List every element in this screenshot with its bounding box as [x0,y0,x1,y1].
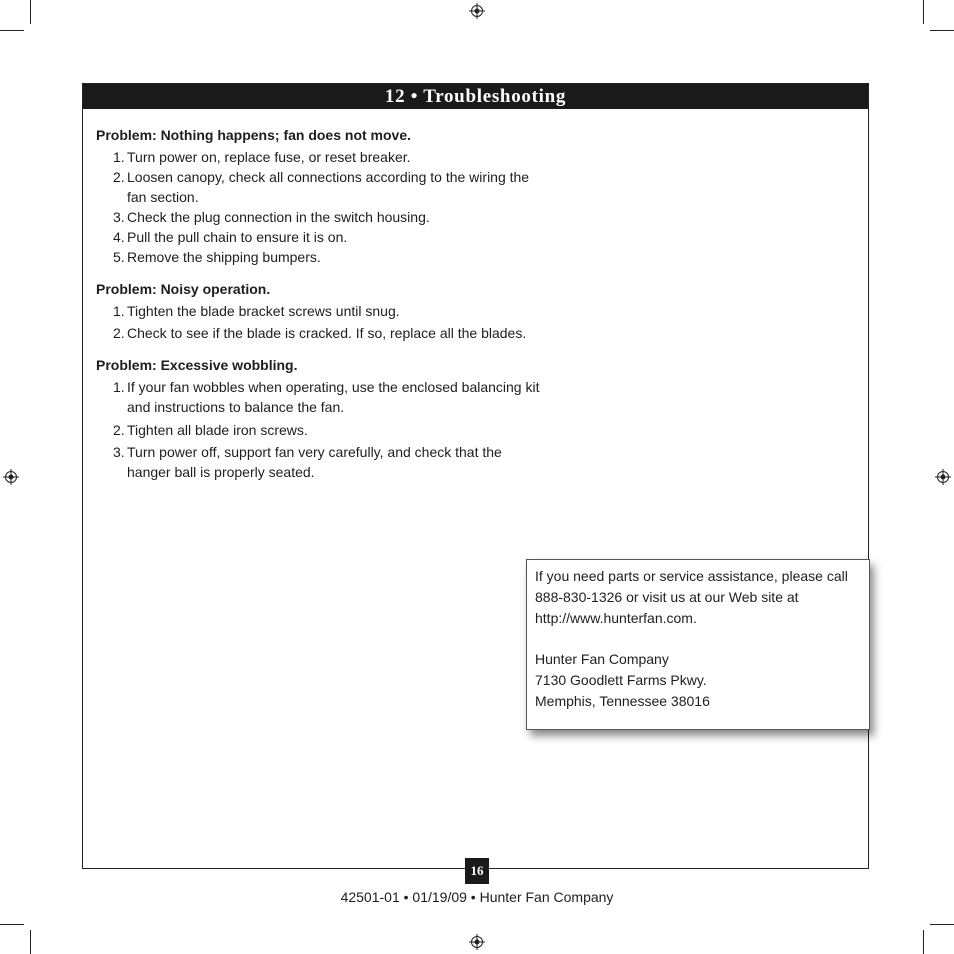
step-text-cont: and instructions to balance the fan. [127,399,345,415]
info-line: 888-830-1326 or visit us at our Web site at [535,588,799,605]
step-number: 2. [113,169,125,185]
step-list [96,377,566,482]
step-number: 1. [113,149,125,165]
problem-heading: Problem: Excessive wobbling. [96,357,298,373]
crop-mark [930,30,954,31]
step-text: Pull the pull chain to ensure it is on. [127,229,348,245]
crop-mark [923,0,924,24]
step-number: 4. [113,229,125,245]
problem-heading: Problem: Noisy operation. [96,281,271,297]
step-number: 1. [113,303,125,319]
page-number: 16 [465,858,489,884]
crop-mark [30,930,31,954]
troubleshooting-content [96,125,566,491]
registration-mark-icon [3,469,19,485]
list-item [96,147,566,167]
step-text: Check the plug connection in the switch housing. [127,209,430,225]
company-city: Memphis, Tennessee 38016 [535,692,710,709]
list-item [96,227,566,247]
step-list [96,301,566,343]
crop-mark [30,0,31,24]
problem-heading: Problem: Nothing happens; fan does not move. [96,127,412,143]
page-frame [82,83,869,869]
website-link[interactable]: http://www.hunterfan.com. [535,609,697,626]
step-number: 3. [113,444,125,460]
list-item [96,442,566,482]
crop-mark [930,924,954,925]
step-list [96,147,566,267]
company-street: 7130 Goodlett Farms Pkwy. [535,671,707,688]
list-item [96,207,566,227]
problem-section [96,355,566,482]
registration-mark-icon [469,934,485,950]
problem-section [96,125,566,267]
step-number: 2. [113,325,125,341]
step-number: 3. [113,209,125,225]
list-item [96,301,566,321]
crop-mark [923,930,924,954]
spacer [535,628,861,649]
step-number: 5. [113,249,125,265]
step-text-cont: hanger ball is properly seated. [127,464,315,480]
section-title: 12 • Troubleshooting [83,84,868,109]
list-item [96,420,566,440]
step-text: Turn power off, support fan very carefully, and check that the [127,444,502,460]
service-info-box [526,559,870,730]
step-text: Check to see if the blade is cracked. If so, replace all the blades. [127,325,527,341]
crop-mark [0,30,24,31]
registration-mark-icon [469,3,485,19]
step-text-cont: fan section. [127,189,199,205]
list-item [96,247,566,267]
step-number: 2. [113,422,125,438]
company-name: Hunter Fan Company [535,651,669,668]
step-number: 1. [113,379,125,395]
registration-mark-icon [935,469,951,485]
list-item [96,377,566,417]
step-text: Turn power on, replace fuse, or reset breaker. [127,149,411,165]
step-text: Tighten the blade bracket screws until snug. [127,303,400,319]
step-text: Tighten all blade iron screws. [127,422,308,438]
crop-mark [0,924,24,925]
info-line: If you need parts or service assistance, please call [535,568,848,584]
step-text: Loosen canopy, check all connections according to the wiring the [127,169,530,185]
list-item [96,167,566,207]
footer-text: 42501-01 • 01/19/09 • Hunter Fan Company [340,889,614,905]
step-text: If your fan wobbles when operating, use the enclosed balancing kit [127,379,540,395]
problem-section [96,279,566,343]
step-text: Remove the shipping bumpers. [127,249,321,265]
list-item [96,323,566,343]
